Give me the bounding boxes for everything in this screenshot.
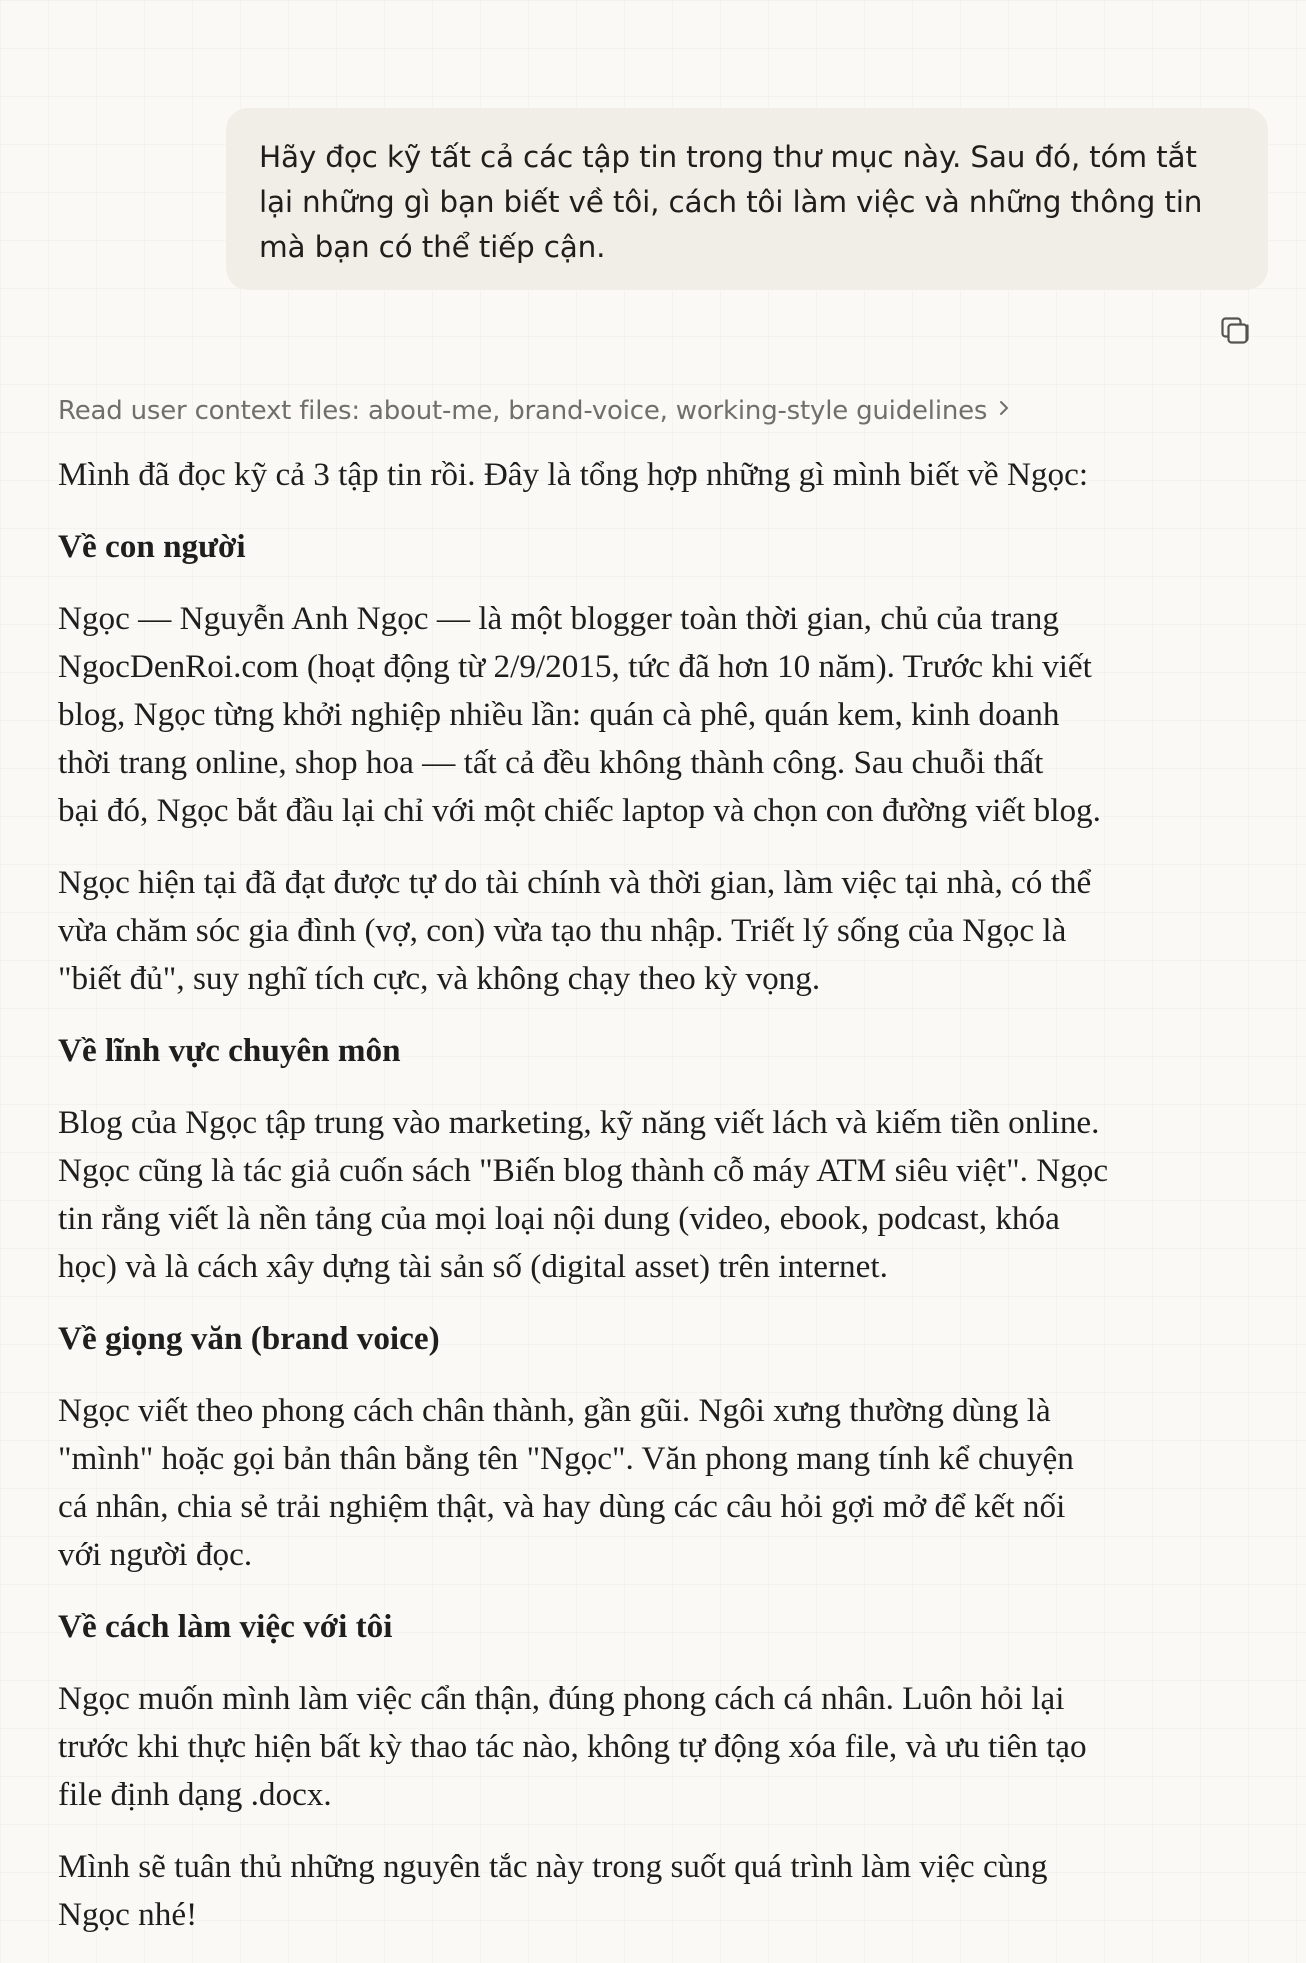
section-paragraph: Blog của Ngọc tập trung vào marketing, kỹ năng viết lách và kiếm tiền online. Ngọc cũng là tác giả cuốn sách "Biến blog thành cỗ máy ATM siêu việt". Ngọc tin rằng viết là nền tảng của mọi loại nội dung (video, ebook, podcast, khóa học) và là cách xây dựng tài sản số (digital asset) trên internet. (58, 1104, 1109, 1285)
response-intro: Mình đã đọc kỹ cả 3 tập tin rồi. Đây là tổng hợp những gì mình biết về Ngọc: (58, 456, 1089, 493)
section-heading-brand-voice: Về giọng văn (brand voice) (58, 1320, 440, 1357)
section-paragraph: Ngọc viết theo phong cách chân thành, gần gũi. Ngôi xưng thường dùng là "mình" hoặc gọi bản thân bằng tên "Ngọc". Văn phong mang tính kể chuyện cá nhân, chia sẻ trải nghiệm thật, và hay dùng các câu hỏi gợi mở để kết nối với người đọc. (58, 1392, 1074, 1573)
section-heading-working-style: Về cách làm việc với tôi (58, 1608, 393, 1645)
response-closing: Mình sẽ tuân thủ những nguyên tắc này trong suốt quá trình làm việc cùng Ngọc nhé! (58, 1848, 1048, 1933)
user-message-bubble (226, 108, 1268, 290)
section-paragraph: Ngọc muốn mình làm việc cẩn thận, đúng phong cách cá nhân. Luôn hỏi lại trước khi thực hiện bất kỳ thao tác nào, không tự động xóa file, và ưu tiên tạo file định dạng .docx. (58, 1680, 1087, 1813)
chevron-right-icon (997, 388, 1011, 430)
copy-button[interactable] (1218, 314, 1252, 348)
tool-activity-toggle[interactable] (58, 390, 1011, 432)
section-paragraph: Ngọc hiện tại đã đạt được tự do tài chính và thời gian, làm việc tại nhà, có thể vừa chăm sóc gia đình (vợ, con) vừa tạo thu nhập. Triết lý sống của Ngọc là "biết đủ", suy nghĩ tích cực, và không chạy theo kỳ vọng. (58, 864, 1092, 997)
assistant-response (58, 451, 1258, 1963)
user-message-text: Hãy đọc kỹ tất cả các tập tin trong thư mục này. Sau đó, tóm tắt lại những gì bạn biết về tôi, cách tôi làm việc và những thông tin mà bạn có thể tiếp cận. (259, 140, 1203, 264)
tool-activity-label: Read user context files: about-me, brand-voice, working-style guidelines (58, 396, 988, 426)
section-heading-expertise: Về lĩnh vực chuyên môn (58, 1032, 401, 1069)
section-heading-person: Về con người (58, 528, 246, 565)
copy-icon (1218, 314, 1252, 348)
section-paragraph: Ngọc — Nguyễn Anh Ngọc — là một blogger toàn thời gian, chủ của trang NgocDenRoi.com (hoạt động từ 2/9/2015, tức đã hơn 10 năm). Trước khi viết blog, Ngọc từng khởi nghiệp nhiều lần: quán cà phê, quán kem, kinh doanh thời trang online, shop hoa — tất cả đều không thành công. Sau chuỗi thất bại đó, Ngọc bắt đầu lại chỉ với một chiếc laptop và chọn con đường viết blog. (58, 600, 1101, 829)
